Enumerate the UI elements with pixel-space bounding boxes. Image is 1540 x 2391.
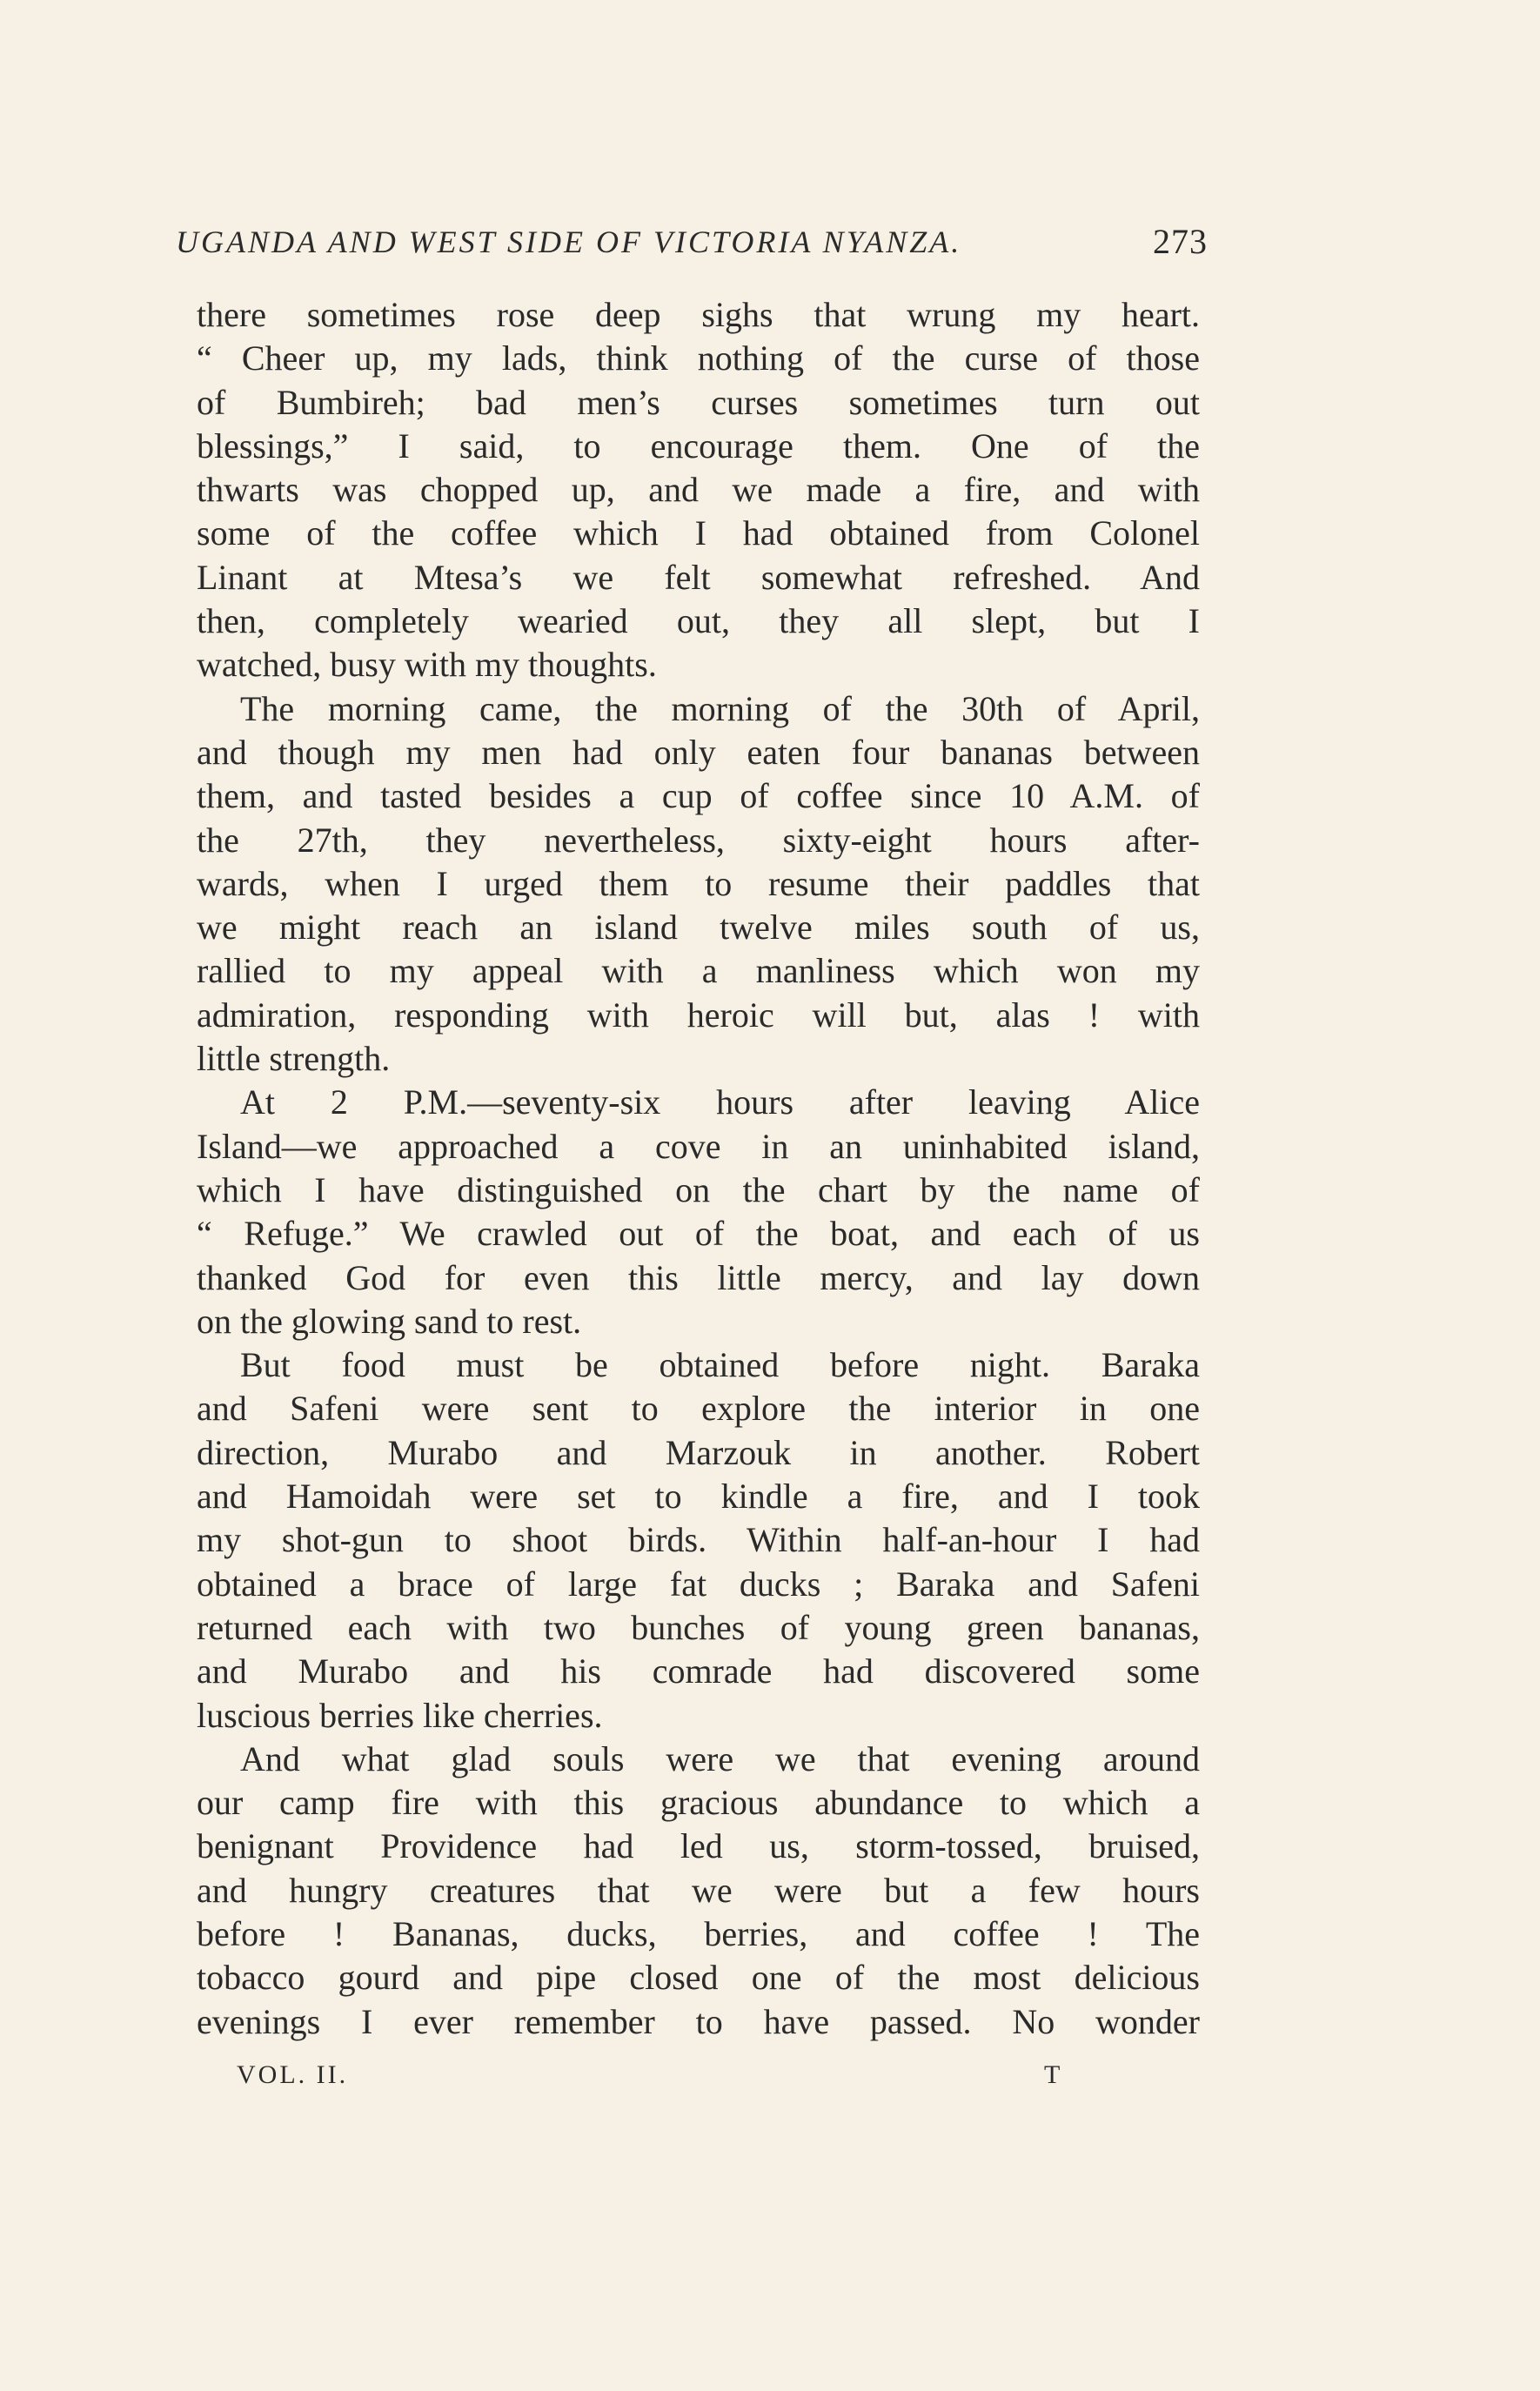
text-line: and Murabo and his comrade had discovered some [197, 1651, 1200, 1691]
page-footer [237, 2053, 1061, 2097]
text-line: watched, busy with my thoughts. [197, 645, 657, 685]
text-line: returned each with two bunches of young green bananas, [197, 1607, 1200, 1647]
text-line: little strength. [197, 1039, 391, 1079]
paragraph-5 [197, 1738, 1200, 2044]
paragraph-1 [197, 293, 1200, 687]
text-line: tobacco gourd and pipe closed one of the most delicious [197, 1958, 1200, 1998]
text-line: on the glowing sand to rest. [197, 1301, 582, 1341]
volume-marker: VOL. II. [237, 2060, 349, 2089]
paragraph-3 [197, 1081, 1200, 1343]
text-line: direction, Murabo and Marzouk in another. Robert [197, 1432, 1200, 1472]
text-line: and though my men had only eaten four bananas between [197, 732, 1200, 772]
text-line: before ! Bananas, ducks, berries, and coffee ! The [197, 1913, 1200, 1953]
paragraph-2 [197, 687, 1200, 1082]
text-line: wards, when I urged them to resume their paddles that [197, 863, 1200, 903]
text-line: obtained a brace of large fat ducks ; Baraka and Safeni [197, 1564, 1200, 1604]
text-line: Linant at Mtesa’s we felt somewhat refreshed. And [197, 557, 1200, 597]
text-line: “ Refuge.” We crawled out of the boat, and each of us [197, 1214, 1200, 1254]
text-line: and Hamoidah were set to kindle a fire, and I took [197, 1477, 1200, 1517]
text-line: my shot-gun to shoot birds. Within half-an-hour I had [197, 1520, 1200, 1560]
text-line: thanked God for even this little mercy, and lay down [197, 1257, 1200, 1297]
text-line: we might reach an island twelve miles south of us, [197, 908, 1200, 948]
running-title: UGANDA AND WEST SIDE OF VICTORIA NYANZA. [176, 224, 962, 259]
text-line: of Bumbireh; bad men’s curses sometimes turn out [197, 382, 1200, 422]
text-line: then, completely wearied out, they all slept, but I [197, 601, 1200, 641]
text-line: and hungry creatures that we were but a few hours [197, 1870, 1200, 1910]
text-line: And what glad souls were we that evening around [240, 1738, 1200, 1778]
text-line: the 27th, they nevertheless, sixty-eight hours after- [197, 820, 1200, 860]
text-line: and Safeni were sent to explore the interior in one [197, 1389, 1200, 1429]
page-number: 273 [1153, 222, 1208, 261]
text-line: blessings,” I said, to encourage them. One of the [197, 425, 1200, 465]
text-line: evenings I ever remember to have passed. No wonder [197, 2001, 1200, 2041]
body-text [197, 293, 1200, 2044]
text-line: which I have distinguished on the chart by the name of [197, 1169, 1200, 1209]
text-line: them, and tasted besides a cup of coffee since 10 A.M. of [197, 776, 1200, 816]
text-line: thwarts was chopped up, and we made a fire, and with [197, 470, 1200, 510]
text-line: The morning came, the morning of the 30th of April, [240, 688, 1200, 728]
text-line: rallied to my appeal with a manliness which won my [197, 951, 1200, 991]
text-line: admiration, responding with heroic will but, alas ! with [197, 995, 1200, 1035]
text-line: Island—we approached a cove in an uninhabited island, [197, 1126, 1200, 1166]
text-line: benignant Providence had led us, storm-tossed, bruised, [197, 1826, 1200, 1866]
running-header [176, 219, 1208, 265]
text-line: luscious berries like cherries. [197, 1695, 603, 1735]
text-line: there sometimes rose deep sighs that wrung my heart. [197, 295, 1200, 334]
paragraph-4 [197, 1343, 1200, 1738]
text-line: At 2 P.M.—seventy-six hours after leaving Alice [240, 1082, 1200, 1122]
text-line: some of the coffee which I had obtained from Colonel [197, 513, 1200, 553]
text-line: “ Cheer up, my lads, think nothing of the curse of those [197, 338, 1200, 378]
text-line: But food must be obtained before night. Baraka [240, 1345, 1200, 1385]
text-line: our camp fire with this gracious abundance to which a [197, 1783, 1200, 1823]
signature-mark: T [1044, 2060, 1061, 2089]
